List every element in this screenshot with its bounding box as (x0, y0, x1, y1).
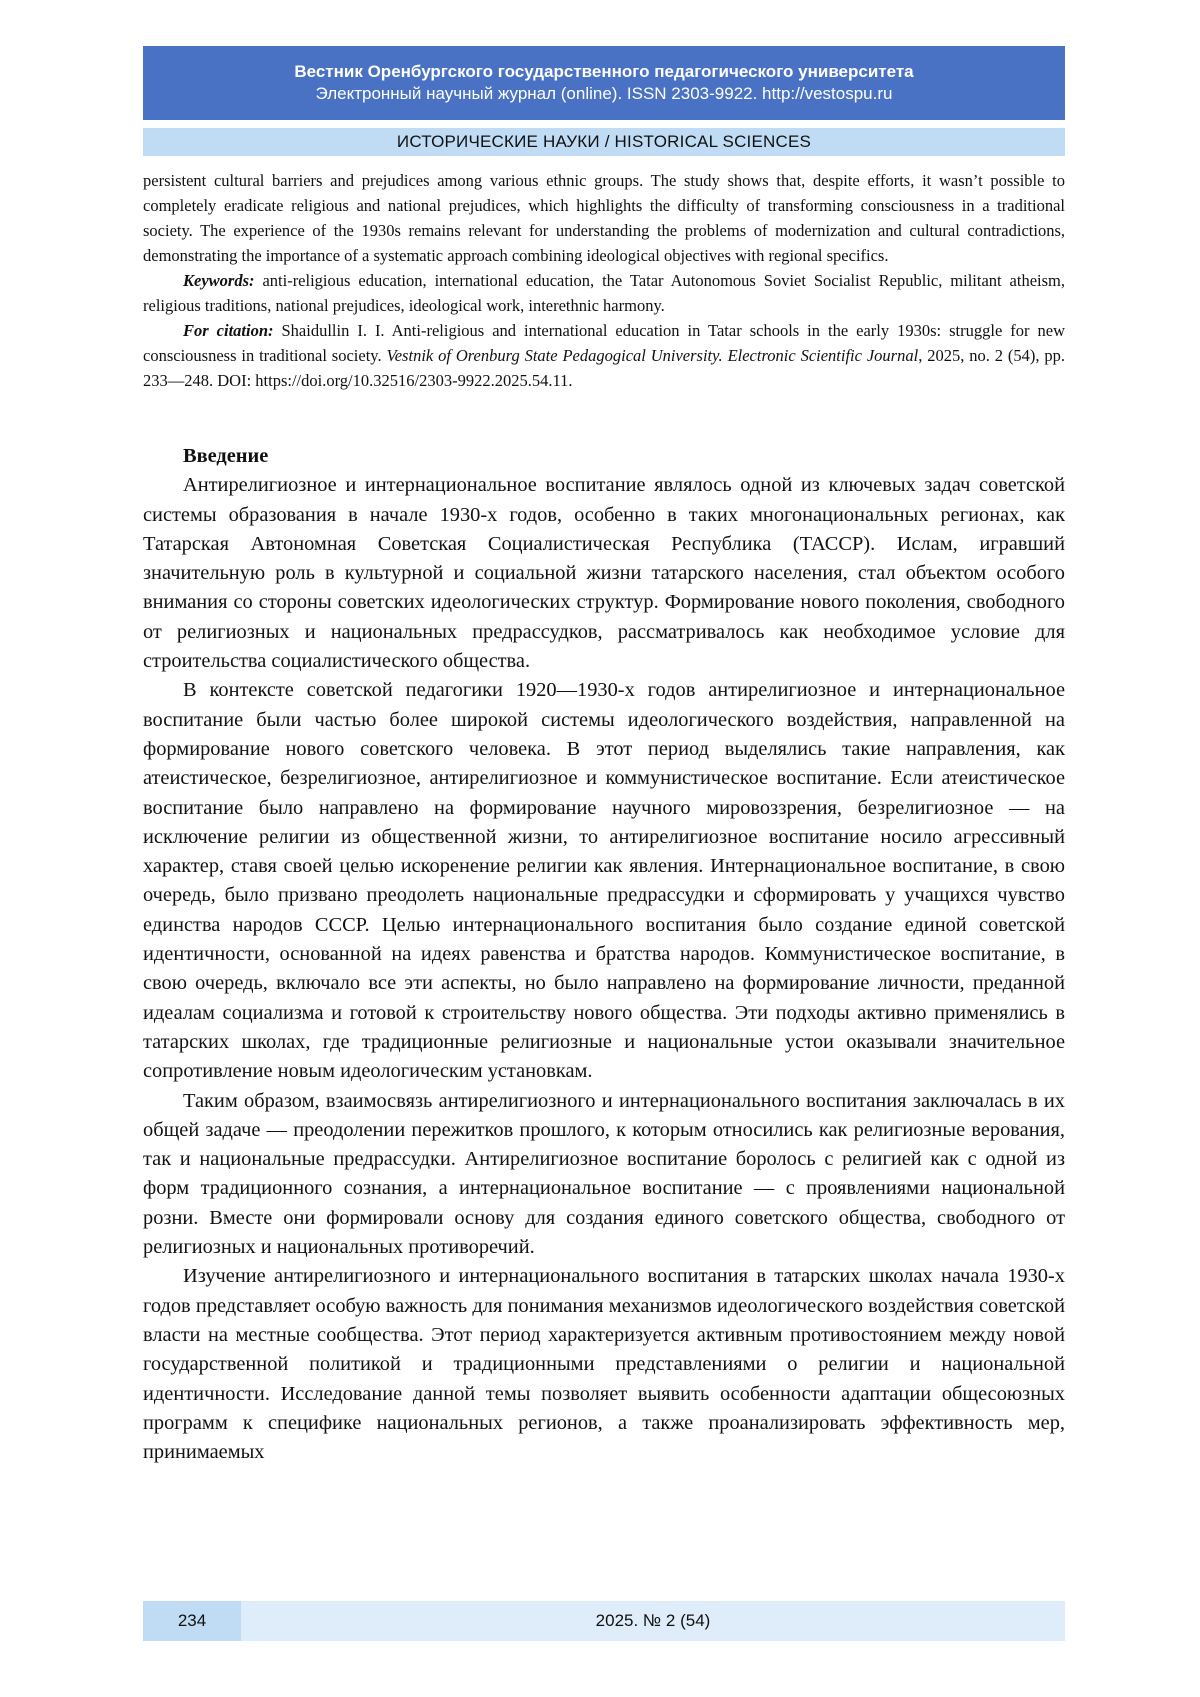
abstract (143, 168, 1065, 393)
page-number: 234 (143, 1601, 241, 1641)
citation-journal: Vestnik of Orenburg State Pedagogical University. Electronic Scientific Journal (386, 346, 919, 365)
paragraph: Антирелигиозное и интернациональное воспитание являлось одной из ключевых задач советской системы образования в начале 1930-х годов, особенно в таких многонациональных регионах, как Татарская Автономная Советская Социалистическая Республика (ТАССР). Ислам, игравший значительную роль в культурной и социальной жизни татарского населения, стал объектом особого внимания со стороны советских идеологических структур. Формирование нового поколения, свободного от религиозных и национальных предрассудков, рассматривалось как необходимое условие для строительства социалистического общества. (143, 474, 1065, 673)
citation-text: Shaidullin I. I. Anti-religious and international education in Tatar schools in the early 1930s: struggle for new consciousness in traditional society. (143, 321, 1065, 365)
journal-subtitle: Электронный научный журнал (online). ISSN 2303-9922. http://vestospu.ru (315, 84, 893, 103)
keywords-text: anti-religious education, international education, the Tatar Autonomous Soviet Socialist Republic, militant atheism, religious traditions, national prejudices, ideological work, interethnic harmony. (143, 271, 1066, 315)
section-heading: Введение (183, 445, 269, 467)
paragraph: В контексте советской педагогики 1920—1930-х годов антирелигиозное и интернациональное воспитание были частью более широкой системы идеологического воздействия, направленной на формирование нового советского человека. В этот период выделялись такие направления, как атеистическое, безрелигиозное, антирелигиозное и коммунистическое воспитание. Если атеистическое воспитание было направлено на формирование научного мировоззрения, безрелигиозное — на исключение религии из общественной жизни, то антирелигиозное воспитание носило агрессивный характер, ставя своей целью искоренение религии как явления. Интернациональное воспитание, в свою очередь, было призвано преодолеть национальные предрассудки и сформировать у учащихся чувство единства народов СССР. Целью интернационального воспитания было создание единой советской идентичности, основанной на идеях равенства и братства народов. Коммунистическое воспитание, в свою очередь, включало все эти аспекты, но было направлено на формирование личности, преданной идеалам социализма и готовой к строительству нового общества. Эти подходы активно применялись в татарских школах, где традиционные религиозные и национальные устои оказывали значительное сопротивление новым идеологическим установкам. (143, 679, 1065, 1083)
citation-label: For citation: (183, 321, 274, 340)
article-body (143, 442, 1065, 1467)
page-footer (143, 1601, 1065, 1641)
keywords-label: Keywords: (183, 271, 255, 290)
section-label: ИСТОРИЧЕСКИЕ НАУКИ / HISTORICAL SCIENCES (143, 128, 1065, 156)
paragraph: Изучение антирелигиозного и интернационального воспитания в татарских школах начала 1930-х годов представляет особую важность для понимания механизмов идеологического воздействия советской власти на местные сообщества. Этот период характеризуется активным противостоянием между новой государственной политикой и традиционными представлениями о религии и национальной идентичности. Исследование данной темы позволяет выявить особенности адаптации общесоюзных программ к специфике национальных регионов, а также проанализировать эффективность мер, принимаемых (143, 1265, 1065, 1464)
abstract-text: persistent cultural barriers and prejudices among various ethnic groups. The study shows that, despite efforts, it wasn’t possible to completely eradicate religious and national prejudices, which highlights the difficulty of transforming consciousness in a traditional society. The experience of the 1930s remains relevant for understanding the problems of modernization and cultural contradictions, demonstrating the importance of a systematic approach combining ideological objectives with regional specifics. (143, 171, 1065, 265)
journal-title: Вестник Оренбургского государственного педагогического университета (294, 62, 914, 81)
journal-header (143, 46, 1065, 120)
citation-tail: , 2025, no. 2 (54), pp. 233—248. DOI: https://doi.org/10.32516/2303-9922.2025.54.11. (143, 346, 1065, 390)
paragraph: Таким образом, взаимосвязь антирелигиозного и интернационального воспитания заключалась в их общей задаче — преодолении пережитков прошлого, к которым относились как религиозные верования, так и национальные предрассудки. Антирелигиозное воспитание боролось с религией как с одной из форм традиционного сознания, а интернациональное воспитание — с проявлениями национальной розни. Вместе они формировали основу для создания единого советского общества, свободного от религиозных и национальных противоречий. (143, 1089, 1065, 1259)
citation (143, 318, 1065, 393)
keywords (143, 268, 1065, 318)
issue-label: 2025. № 2 (54) (595, 1611, 711, 1630)
